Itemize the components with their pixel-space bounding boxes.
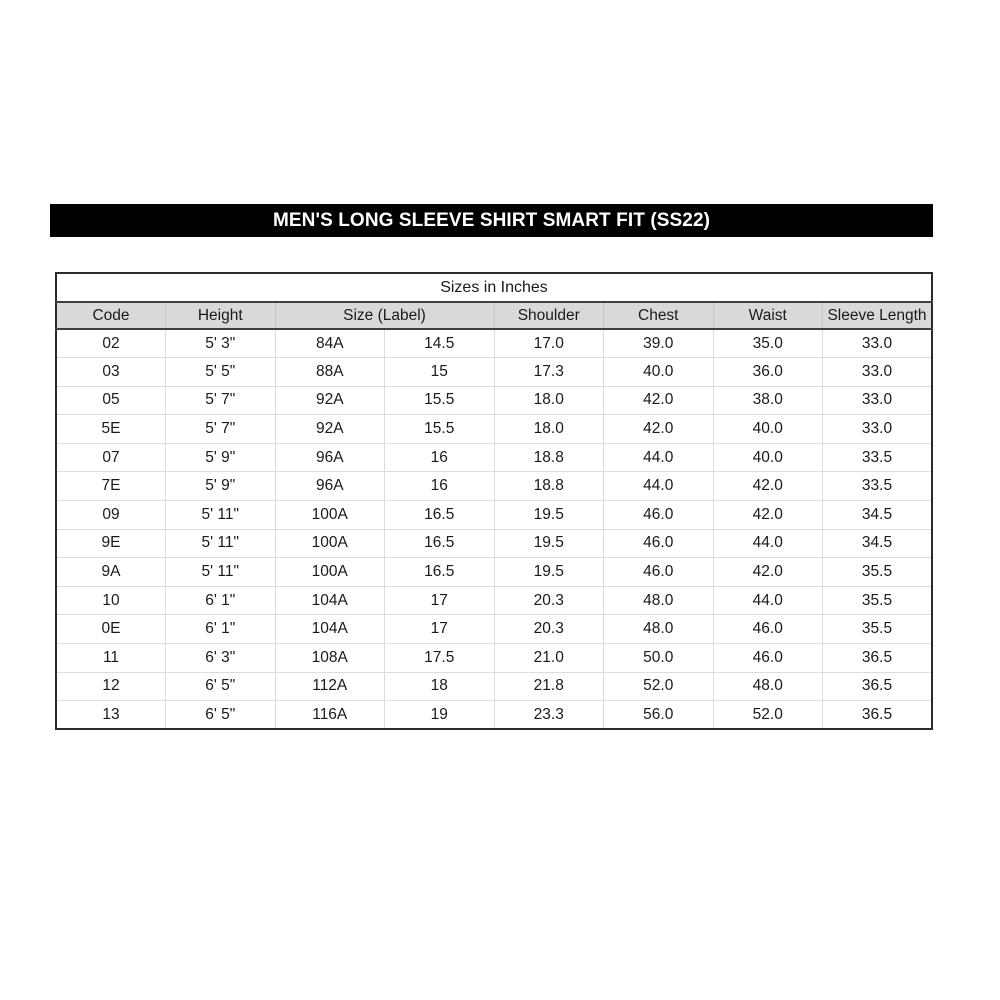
size-chart-table bbox=[55, 272, 933, 730]
table-cell: 17.0 bbox=[494, 329, 604, 358]
table-cell: 5' 9" bbox=[166, 472, 276, 501]
table-cell: 14.5 bbox=[385, 329, 495, 358]
table-cell: 48.0 bbox=[713, 672, 823, 701]
table-cell: 15 bbox=[385, 358, 495, 387]
table-cell: 5E bbox=[56, 415, 166, 444]
size-table-body bbox=[56, 329, 932, 729]
table-row bbox=[56, 586, 932, 615]
table-cell: 5' 7" bbox=[166, 386, 276, 415]
table-cell: 50.0 bbox=[604, 644, 714, 673]
table-cell: 42.0 bbox=[713, 501, 823, 530]
table-cell: 56.0 bbox=[604, 701, 714, 730]
table-cell: 02 bbox=[56, 329, 166, 358]
table-cell: 6' 1" bbox=[166, 615, 276, 644]
table-row bbox=[56, 329, 932, 358]
table-cell: 23.3 bbox=[494, 701, 604, 730]
table-cell: 108A bbox=[275, 644, 385, 673]
table-row bbox=[56, 472, 932, 501]
table-cell: 19.5 bbox=[494, 558, 604, 587]
table-cell: 42.0 bbox=[713, 472, 823, 501]
table-cell: 92A bbox=[275, 386, 385, 415]
table-cell: 5' 11" bbox=[166, 558, 276, 587]
table-cell: 104A bbox=[275, 615, 385, 644]
table-cell: 18.8 bbox=[494, 443, 604, 472]
table-cell: 6' 5" bbox=[166, 701, 276, 730]
table-cell: 15.5 bbox=[385, 415, 495, 444]
table-cell: 40.0 bbox=[604, 358, 714, 387]
table-row bbox=[56, 358, 932, 387]
table-cell: 36.5 bbox=[823, 672, 933, 701]
table-cell: 03 bbox=[56, 358, 166, 387]
table-cell: 13 bbox=[56, 701, 166, 730]
table-row bbox=[56, 672, 932, 701]
table-cell: 7E bbox=[56, 472, 166, 501]
table-cell: 5' 9" bbox=[166, 443, 276, 472]
table-cell: 44.0 bbox=[604, 443, 714, 472]
table-cell: 92A bbox=[275, 415, 385, 444]
table-cell: 17.3 bbox=[494, 358, 604, 387]
table-cell: 19.5 bbox=[494, 529, 604, 558]
table-cell: 96A bbox=[275, 472, 385, 501]
table-cell: 104A bbox=[275, 586, 385, 615]
table-cell: 16 bbox=[385, 443, 495, 472]
table-cell: 44.0 bbox=[713, 529, 823, 558]
table-cell: 21.0 bbox=[494, 644, 604, 673]
table-cell: 40.0 bbox=[713, 443, 823, 472]
col-header-chest: Chest bbox=[604, 302, 714, 329]
table-cell: 18 bbox=[385, 672, 495, 701]
table-cell: 33.5 bbox=[823, 443, 933, 472]
table-cell: 48.0 bbox=[604, 586, 714, 615]
table-cell: 100A bbox=[275, 529, 385, 558]
table-cell: 05 bbox=[56, 386, 166, 415]
table-cell: 116A bbox=[275, 701, 385, 730]
table-cell: 10 bbox=[56, 586, 166, 615]
table-cell: 35.5 bbox=[823, 558, 933, 587]
table-cell: 40.0 bbox=[713, 415, 823, 444]
table-cell: 88A bbox=[275, 358, 385, 387]
table-cell: 96A bbox=[275, 443, 385, 472]
table-cell: 34.5 bbox=[823, 501, 933, 530]
table-cell: 18.8 bbox=[494, 472, 604, 501]
col-header-sleeve-length: Sleeve Length bbox=[823, 302, 933, 329]
table-row bbox=[56, 386, 932, 415]
table-header-row bbox=[56, 302, 932, 329]
table-cell: 18.0 bbox=[494, 386, 604, 415]
table-cell: 9E bbox=[56, 529, 166, 558]
table-cell: 35.5 bbox=[823, 615, 933, 644]
table-cell: 19.5 bbox=[494, 501, 604, 530]
table-cell: 5' 7" bbox=[166, 415, 276, 444]
col-header-shoulder: Shoulder bbox=[494, 302, 604, 329]
table-cell: 07 bbox=[56, 443, 166, 472]
table-cell: 16.5 bbox=[385, 529, 495, 558]
table-cell: 9A bbox=[56, 558, 166, 587]
table-cell: 100A bbox=[275, 558, 385, 587]
table-row bbox=[56, 415, 932, 444]
table-cell: 33.0 bbox=[823, 386, 933, 415]
table-cell: 36.5 bbox=[823, 644, 933, 673]
table-cell: 46.0 bbox=[604, 501, 714, 530]
table-row bbox=[56, 501, 932, 530]
table-cell: 44.0 bbox=[604, 472, 714, 501]
table-cell: 46.0 bbox=[713, 644, 823, 673]
table-cell: 35.5 bbox=[823, 586, 933, 615]
table-cell: 33.0 bbox=[823, 358, 933, 387]
table-cell: 17 bbox=[385, 615, 495, 644]
table-cell: 52.0 bbox=[604, 672, 714, 701]
table-cell: 112A bbox=[275, 672, 385, 701]
table-row bbox=[56, 615, 932, 644]
table-cell: 6' 3" bbox=[166, 644, 276, 673]
table-cell: 17.5 bbox=[385, 644, 495, 673]
table-row bbox=[56, 558, 932, 587]
table-cell: 48.0 bbox=[604, 615, 714, 644]
table-cell: 5' 3" bbox=[166, 329, 276, 358]
table-cell: 42.0 bbox=[604, 415, 714, 444]
table-cell: 11 bbox=[56, 644, 166, 673]
table-cell: 0E bbox=[56, 615, 166, 644]
table-cell: 16.5 bbox=[385, 501, 495, 530]
page-title: MEN'S LONG SLEEVE SHIRT SMART FIT (SS22) bbox=[272, 209, 711, 231]
table-cell: 35.0 bbox=[713, 329, 823, 358]
table-cell: 33.5 bbox=[823, 472, 933, 501]
table-cell: 34.5 bbox=[823, 529, 933, 558]
col-header-size-label: Size (Label) bbox=[275, 302, 494, 329]
table-cell: 5' 11" bbox=[166, 501, 276, 530]
table-caption: Sizes in Inches bbox=[56, 273, 932, 302]
table-cell: 38.0 bbox=[713, 386, 823, 415]
table-cell: 15.5 bbox=[385, 386, 495, 415]
table-cell: 6' 5" bbox=[166, 672, 276, 701]
table-cell: 16 bbox=[385, 472, 495, 501]
table-cell: 39.0 bbox=[604, 329, 714, 358]
table-cell: 44.0 bbox=[713, 586, 823, 615]
table-row bbox=[56, 443, 932, 472]
table-row bbox=[56, 701, 932, 730]
title-bar bbox=[50, 204, 933, 237]
table-cell: 5' 5" bbox=[166, 358, 276, 387]
table-cell: 6' 1" bbox=[166, 586, 276, 615]
table-cell: 46.0 bbox=[713, 615, 823, 644]
table-cell: 19 bbox=[385, 701, 495, 730]
col-header-waist: Waist bbox=[713, 302, 823, 329]
table-cell: 84A bbox=[275, 329, 385, 358]
col-header-height: Height bbox=[166, 302, 276, 329]
table-cell: 52.0 bbox=[713, 701, 823, 730]
table-cell: 33.0 bbox=[823, 329, 933, 358]
table-row bbox=[56, 529, 932, 558]
col-header-code: Code bbox=[56, 302, 166, 329]
table-caption-row bbox=[56, 273, 932, 302]
table-cell: 20.3 bbox=[494, 586, 604, 615]
table-cell: 16.5 bbox=[385, 558, 495, 587]
table-cell: 12 bbox=[56, 672, 166, 701]
table-cell: 100A bbox=[275, 501, 385, 530]
table-cell: 17 bbox=[385, 586, 495, 615]
table-cell: 09 bbox=[56, 501, 166, 530]
table-cell: 18.0 bbox=[494, 415, 604, 444]
table-cell: 46.0 bbox=[604, 529, 714, 558]
table-cell: 20.3 bbox=[494, 615, 604, 644]
table-cell: 33.0 bbox=[823, 415, 933, 444]
table-row bbox=[56, 644, 932, 673]
table-cell: 42.0 bbox=[604, 386, 714, 415]
table-cell: 36.5 bbox=[823, 701, 933, 730]
table-cell: 46.0 bbox=[604, 558, 714, 587]
table-cell: 36.0 bbox=[713, 358, 823, 387]
table-cell: 5' 11" bbox=[166, 529, 276, 558]
table-cell: 42.0 bbox=[713, 558, 823, 587]
table-cell: 21.8 bbox=[494, 672, 604, 701]
